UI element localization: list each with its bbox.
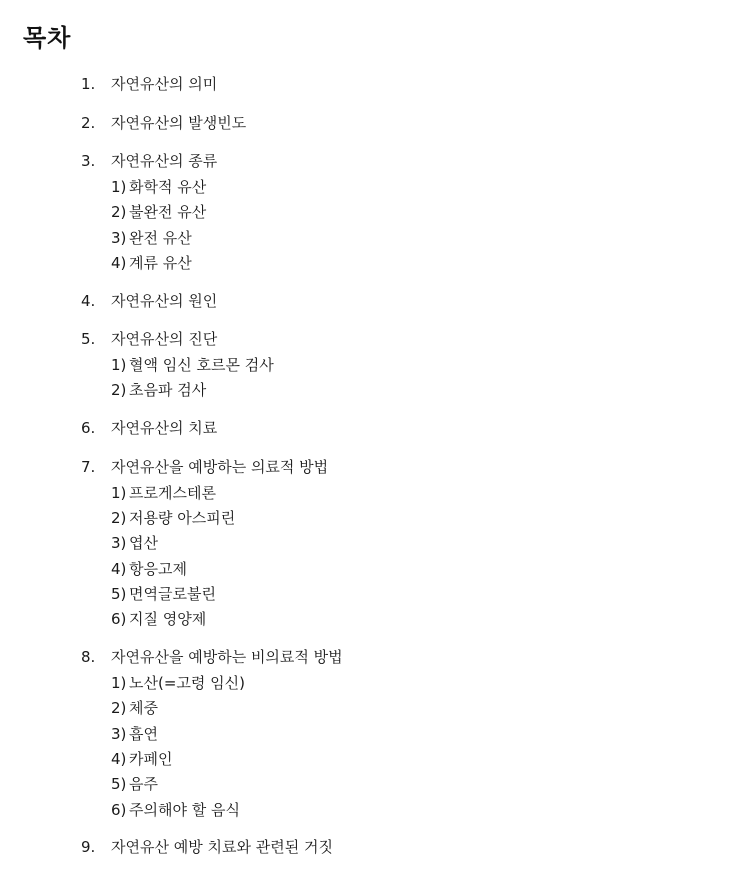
toc-sub-label: 계류 유산 [129, 253, 192, 272]
toc-sub-item [0, 607, 730, 632]
toc-item-5 [0, 326, 730, 404]
toc-number: 3. [81, 152, 96, 170]
toc-item-7 [0, 454, 730, 633]
toc-sub-number: 5) [111, 584, 127, 603]
toc-sub-item [0, 696, 730, 721]
toc-sub-list [0, 353, 730, 404]
table-of-contents [0, 71, 730, 873]
toc-sub-item [0, 226, 730, 251]
toc-sub-number: 1) [111, 356, 127, 375]
toc-number: 8. [81, 648, 96, 667]
toc-sub-label: 면역글로불린 [129, 584, 216, 603]
toc-item-8 [0, 644, 730, 823]
toc-number: 7. [81, 457, 96, 476]
toc-sub-item [0, 353, 730, 378]
toc-label: 자연유산의 치료 [111, 419, 218, 438]
toc-sub-item [0, 378, 730, 403]
toc-sub-item [0, 251, 730, 276]
toc-sub-number: 1) [111, 674, 127, 693]
toc-sub-label: 체중 [129, 699, 158, 718]
toc-sub-number: 2) [111, 509, 127, 528]
toc-label: 자연유산의 진단 [111, 330, 218, 349]
toc-sub-label: 음주 [129, 775, 158, 794]
toc-item-2 [0, 110, 730, 137]
toc-entry [0, 834, 730, 861]
toc-entry [0, 288, 730, 315]
toc-sub-label: 화학적 유산 [129, 178, 207, 196]
toc-label: 자연유산을 예방하는 의료적 방법 [111, 457, 329, 476]
toc-label: 자연유산의 발생빈도 [111, 113, 247, 132]
toc-sub-label: 엽산 [129, 534, 158, 553]
toc-sub-number: 6) [111, 800, 127, 819]
toc-sub-number: 4) [111, 253, 127, 272]
toc-sub-number: 4) [111, 559, 127, 578]
toc-sub-list [0, 175, 730, 276]
toc-entry [0, 110, 730, 137]
toc-sub-number: 2) [111, 203, 127, 222]
toc-label: 자연유산의 의미 [111, 75, 218, 93]
toc-label: 자연유산 예방 치료와 관련된 거짓 [111, 838, 333, 857]
toc-sub-list [0, 481, 730, 633]
toc-number: 9. [81, 838, 96, 857]
toc-sub-item [0, 798, 730, 823]
toc-sub-label: 혈액 임신 호르몬 검사 [129, 356, 274, 375]
toc-label: 자연유산의 원인 [111, 291, 218, 310]
toc-sub-label: 초음파 검사 [129, 381, 207, 400]
toc-sub-item [0, 531, 730, 556]
toc-sub-item [0, 747, 730, 772]
toc-entry [0, 71, 730, 98]
toc-number: 6. [81, 419, 96, 438]
toc-sub-number: 3) [111, 534, 127, 553]
toc-entry [0, 415, 730, 442]
toc-sub-item [0, 481, 730, 506]
toc-sub-number: 2) [111, 699, 127, 718]
toc-sub-label: 프로게스테론 [129, 483, 216, 502]
toc-sub-item [0, 671, 730, 696]
toc-sub-label: 완전 유산 [129, 228, 192, 247]
toc-sub-number: 1) [111, 178, 127, 196]
page-title: 목차 [23, 24, 72, 52]
toc-entry [0, 454, 730, 481]
toc-number: 2. [81, 113, 96, 132]
toc-sub-item [0, 582, 730, 607]
toc-sub-item [0, 200, 730, 225]
toc-item-6 [0, 415, 730, 442]
toc-label: 자연유산의 종류 [111, 152, 218, 170]
toc-sub-item [0, 557, 730, 582]
toc-entry [0, 644, 730, 671]
toc-sub-label: 카페인 [129, 749, 173, 768]
toc-number: 5. [81, 330, 96, 349]
toc-entry [0, 326, 730, 353]
toc-item-4 [0, 288, 730, 315]
toc-sub-item [0, 175, 730, 200]
toc-sub-label: 주의해야 할 음식 [129, 800, 240, 819]
toc-sub-list [0, 671, 730, 823]
toc-item-9 [0, 834, 730, 861]
toc-sub-item [0, 772, 730, 797]
toc-sub-number: 4) [111, 749, 127, 768]
toc-sub-label: 노산(=고령 임신) [129, 674, 245, 693]
toc-number: 4. [81, 291, 96, 310]
toc-sub-number: 3) [111, 228, 127, 247]
toc-sub-label: 저용량 아스피린 [129, 509, 236, 528]
toc-sub-label: 항응고제 [129, 559, 187, 578]
toc-sub-label: 흡연 [129, 724, 158, 743]
toc-sub-number: 2) [111, 381, 127, 400]
toc-sub-item [0, 506, 730, 531]
toc-sub-label: 불완전 유산 [129, 203, 207, 222]
toc-item-1 [0, 71, 730, 98]
toc-sub-number: 5) [111, 775, 127, 794]
toc-sub-label: 지질 영양제 [129, 610, 207, 629]
toc-number: 1. [81, 75, 96, 93]
toc-entry [0, 148, 730, 175]
toc-sub-number: 3) [111, 724, 127, 743]
toc-sub-item [0, 722, 730, 747]
toc-sub-number: 6) [111, 610, 127, 629]
toc-label: 자연유산을 예방하는 비의료적 방법 [111, 648, 343, 667]
toc-sub-number: 1) [111, 483, 127, 502]
toc-item-3 [0, 148, 730, 276]
